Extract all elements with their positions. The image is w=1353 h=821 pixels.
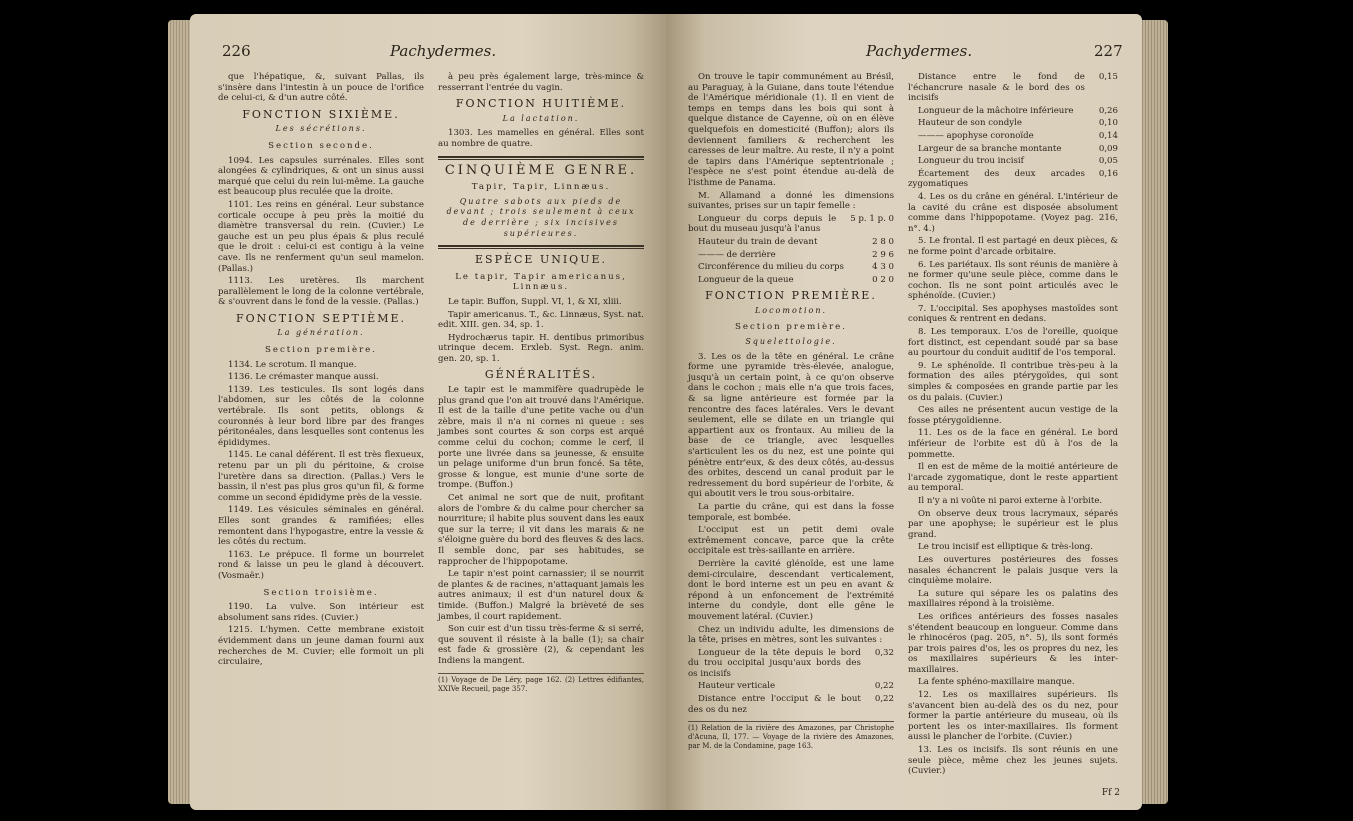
measurement-row xyxy=(908,169,1118,190)
paragraph: Hydrochærus tapir. H. dentibus primoribus utrinque decem. Erxleb. Syst. Regn. anim. gen. 20, sp. 1. xyxy=(438,332,644,364)
right-column-1 xyxy=(688,72,894,751)
right-column-2 xyxy=(908,72,1118,779)
right-page xyxy=(666,14,1142,810)
paragraph: Le trou incisif est elliptique & très-long. xyxy=(918,542,1094,553)
measurement-label: Distance entre le fond de l'échancrure nasale & le bord des os incisifs xyxy=(908,72,1085,104)
measurement-row xyxy=(908,156,1118,167)
paragraph: Chez un individu adulte, les dimensions de la tête, prises en mètres, sont les suivantes : xyxy=(688,624,894,646)
measurement-row xyxy=(688,214,894,235)
paragraph: 6. Les pariétaux. Ils sont réunis de manière à ne former qu'une seule pièce, comme dans le cochon. Ils ne sont point articulés avec le sphénoïde. (Cuvier.) xyxy=(908,259,1118,302)
left-page-number: 226 xyxy=(222,42,251,60)
footnote: (1) Voyage de De Léry, page 162. (2) Lettres édifiantes, XXIVe Recueil, page 357. xyxy=(438,673,644,694)
measurement-row xyxy=(688,250,894,261)
measurement-row xyxy=(688,237,894,248)
measurement-value: 0,10 xyxy=(1098,118,1118,129)
paragraph: Ces ailes ne présentent aucun vestige de la fosse ptérygoïdienne. xyxy=(908,405,1118,426)
paragraph: M. Allamand a donné les dimensions suivantes, prises sur un tapir femelle : xyxy=(688,190,894,212)
paragraph: 1215. L'hymen. Cette membrane existoit évidemment dans un jeune daman fourni aux recherches de M. Cuvier; elle formoit un pli circulaire, xyxy=(218,625,424,668)
paragraph: On observe deux trous lacrymaux, séparés par une apophyse; le supérieur est le plus grand. xyxy=(908,508,1118,540)
right-page-number: 227 xyxy=(1094,42,1123,60)
measurement-row xyxy=(908,118,1118,129)
section-heading: Section troisième. xyxy=(263,587,379,598)
paragraph: 1136. Le crémaster manque aussi. xyxy=(228,372,379,383)
paragraph: Le tapir. Buffon, Suppl. VI, 1, & XI, xliii. xyxy=(448,296,622,307)
subheading: Squelettologie. xyxy=(745,337,837,347)
subheading: La lactation. xyxy=(502,113,580,123)
paragraph: 1101. Les reins en général. Leur substance corticale occupe à peu près la moitié du diamètre transversal du rein. (Cuvier.) Le gauche est un peu plus épais & plus reculé que le droit : celui-ci est contigu à la veine cave. Ils ne renferment qu'un seul mamelon. (Pallas.) xyxy=(218,199,424,274)
signature-mark: Ff 2 xyxy=(1101,788,1120,798)
paragraph: 4. Les os du crâne en général. L'intérieur de la cavité du crâne est disposée absolument comme dans l'hippopotame. (Voyez pag. 216, n°. 4.) xyxy=(908,191,1118,234)
measurement-value: 0,26 xyxy=(1098,105,1118,116)
measurement-value: 0,15 xyxy=(1098,72,1118,82)
measurement-label: Longueur de la mâchoire inférieure xyxy=(918,105,1074,116)
section-heading: Section première. xyxy=(734,322,848,333)
paragraph: Il en est de même de la moitié antérieure de l'arcade zygomatique, dont le reste appartient au temporal. xyxy=(908,462,1118,494)
measurement-value: 0,05 xyxy=(1098,156,1118,167)
subheading: Les sécrétions. xyxy=(275,124,367,134)
function-heading: FONCTION SEPTIÈME. xyxy=(236,311,406,325)
measurement-label: Hauteur de son condyle xyxy=(918,118,1022,129)
paragraph: Les orifices antérieurs des fosses nasales s'étendent beaucoup en longueur. Comme dans le rhinocéros (pag. 205, n°. 5), ils sont formés par trois paires d'os, les os propres du nez, les os maxillaires supérieurs & les inter-maxillaires. xyxy=(908,611,1118,675)
paragraph: 1134. Le scrotum. Il manque. xyxy=(228,359,357,370)
paragraph: L'occiput est un petit demi ovale extrêmement concave, parce que la crête occipitale est très-saillante en arrière. xyxy=(688,525,894,557)
paragraph: Le tapir est le mammifère quadrupède le plus grand que l'on ait trouvé dans l'Amérique. Il est de la taille d'une petite vache ou d'un zèbre, mais il n'a ni cornes ni queue : ses jambes sont courtes & son corps est arqué comme celui du cochon; comme le cerf, il porte une livrée dans sa jeunesse, & ensuite un pelage uniforme d'un brun foncé. Sa tête, grosse & longue, est munie d'une sorte de trompe. (Buffon.) xyxy=(438,385,644,491)
measurement-value: 4 3 0 xyxy=(872,262,894,273)
paragraph: 1145. Le canal déférent. Il est très flexueux, retenu par un pli du péritoine, & croise l'uretère dans sa direction. (Pallas.) Vers le bassin, il n'est pas plus gros qu'un fil, & forme comme un second épididyme près de la vessie. xyxy=(218,450,424,503)
subheading: La génération. xyxy=(277,328,365,338)
paragraph: que l'hépatique, &, suivant Pallas, ils s'insère dans l'intestin à un pouce de l'orifice de celui-ci, & d'un autre côté. xyxy=(218,72,424,104)
left-page-edges xyxy=(168,20,192,804)
measurement-row xyxy=(908,131,1118,142)
paragraph: 1149. Les vésicules séminales en général. Elles sont grandes & ramifiées; elles remontent dans l'hypogastre, entre la vessie & les côtés du rectum. xyxy=(218,505,424,548)
measurement-row xyxy=(908,144,1118,155)
subheading: Quatre sabots aux pieds de devant ; trois seulement à ceux de derrière ; six incisives supérieures. xyxy=(446,196,636,238)
section-heading: Section première. xyxy=(264,345,378,356)
paragraph: 7. L'occipital. Ses apophyses mastoïdes sont coniques & rentrent en dedans. xyxy=(908,303,1118,325)
measurement-label: Écartement des deux arcades zygomatiques xyxy=(908,168,1085,190)
function-heading: FONCTION PREMIÈRE. xyxy=(705,289,877,303)
measurement-value: 0,16 xyxy=(1098,168,1118,179)
section-rule xyxy=(438,156,644,160)
measurement-row xyxy=(688,694,894,715)
measurement-value: 2 9 6 xyxy=(872,249,894,260)
measurement-label: Largeur de sa branche montante xyxy=(918,143,1062,154)
paragraph: 5. Le frontal. Il est partagé en deux pièces, & ne forme point d'arcade orbitaire. xyxy=(908,236,1118,257)
paragraph: 1190. La vulve. Son intérieur est absolument sans rides. (Cuvier.) xyxy=(218,602,424,623)
paragraph: On trouve le tapir communément au Brésil, au Paraguay, à la Guiane, dans toute l'étendue de l'Amérique méridionale (1). Il en vient de temps en temps dans les bois qui sont à quelque distance de Cayenne, où on en élève quelquefois en domesticité (Buffon); alors ils deviennent familiers & recherchent les caresses de leur maître. Au reste, il n'y a point de tapirs dans l'Amérique septentrionale ; l'espèce ne s'est point étendue au-delà de l'isthme de Panama. xyxy=(688,72,894,188)
measurement-value: 2 8 0 xyxy=(872,236,894,247)
left-running-head: Pachydermes. xyxy=(390,42,497,60)
paragraph: 1163. Le prépuce. Il forme un bourrelet rond & laisse un peu le gland à découvert. (Vosmaër.) xyxy=(218,549,424,581)
paragraph: 1139. Les testicules. Ils sont logés dans l'abdomen, sur les côtés de la colonne vertébrale. Ils sont petits, oblongs & couronnés à leur bord libre par des franges péritonéales, dans lesquelles sont contenus les épididymes. xyxy=(218,384,424,448)
measurement-row xyxy=(688,275,894,286)
paragraph: 9. Le sphénoïde. Il contribue très-peu à la formation des ailes ptérygoïdes, qui sont simples & composées en grande partie par les os du palais. (Cuvier.) xyxy=(908,360,1118,403)
paragraph: 12. Les os maxillaires supérieurs. Ils s'avancent bien au-delà des os du nez, pour former la partie antérieure du museau, où ils portent les os inter-maxillaires. Ils forment aussi le plancher de l'orbite. (Cuvier.) xyxy=(908,690,1118,743)
paragraph: La fente sphéno-maxillaire manque. xyxy=(918,677,1075,688)
genre-heading: CINQUIÈME GENRE. xyxy=(444,162,638,178)
measurement-label: Hauteur du train de devant xyxy=(698,236,818,247)
measurement-label: Circonférence du milieu du corps xyxy=(698,262,844,273)
paragraph: La partie du crâne, qui est dans la fosse temporale, est bombée. xyxy=(688,501,894,523)
measurement-value: 0 2 0 xyxy=(872,274,894,285)
right-page-edges xyxy=(1140,20,1168,804)
right-running-head: Pachydermes. xyxy=(866,42,973,60)
function-heading: GÉNÉRALITÉS. xyxy=(484,368,598,382)
paragraph: Son cuir est d'un tissu très-ferme & si serré, que souvent il résiste à la balle (1); sa chair est fade & grossière (2), & cependant les Indiens la mangent. xyxy=(438,624,644,666)
left-page xyxy=(190,14,666,810)
measurement-row xyxy=(688,681,894,692)
paragraph: Cet animal ne sort que de nuit, profitant alors de l'ombre & du calme pour chercher sa nourriture; il habite plus souvent dans les eaux que sur la terre; il vit dans les marais & ne s'éloigne guère du bord des fleuves & des lacs. Il semble donc, par ses habitudes, se rapprocher de l'hippopotame. xyxy=(438,493,644,567)
paragraph: Tapir americanus. T., &c. Linnæus, Syst. nat. edit. XIII. gen. 34, sp. 1. xyxy=(438,309,644,331)
paragraph: 1303. Les mamelles en général. Elles sont au nombre de quatre. xyxy=(438,128,644,149)
measurement-row xyxy=(688,648,894,680)
measurement-value: 0,09 xyxy=(1098,143,1118,154)
function-heading: FONCTION SIXIÈME. xyxy=(242,107,400,121)
paragraph: Les ouvertures postérieures des fosses nasales échancrent le palais jusque vers la cinquième molaire. xyxy=(908,554,1118,587)
measurement-value: 0,32 xyxy=(874,647,894,658)
measurement-value: 0,14 xyxy=(1098,130,1118,141)
measurement-label: Distance entre l'occiput & le bout des os du nez xyxy=(688,694,861,715)
paragraph: Il n'y a ni voûte ni paroi externe à l'orbite. xyxy=(918,495,1103,506)
section-heading: Tapir, Tapir, Linnæus. xyxy=(471,182,611,193)
function-heading: FONCTION HUITIÈME. xyxy=(455,97,627,111)
paragraph: 3. Les os de la tête en général. Le crâne forme une pyramide très-élevée, analogue, jusqu'à un certain point, à ce qu'on observe dans le cochon ; mais elle n'a que trois faces, & sa ligne antérieure est formée par la rencontre des faces latérales. Vers le devant seulement, elle se dilate en un triangle qui appartient aux os frontaux. Au milieu de la base de ce triangle, avec lesquelles s'articulent les os du nez, est une pointe qui pénètre entr'eux, & des deux côtés, au-dessus des orbites, descend un canal produit par le redressement du bord supérieur de l'orbite, & qui aboutit vers le trou sous-orbitaire. xyxy=(688,351,894,500)
paragraph: 1113. Les uretères. Ils marchent parallèlement le long de la colonne vertébrale, & s'ouvrent dans le fond de la vessie. (Pallas.) xyxy=(218,276,424,308)
left-column-2 xyxy=(438,72,644,694)
measurement-row xyxy=(908,106,1118,117)
measurement-label: ——— apophyse coronoïde xyxy=(918,130,1034,141)
measurement-label: Longueur de la queue xyxy=(698,274,794,285)
measurement-value: 5 p. 1 p. 0 xyxy=(850,213,894,224)
function-heading: ESPÈCE UNIQUE. xyxy=(475,253,607,267)
subheading: Locomotion. xyxy=(754,305,828,315)
paragraph: 13. Les os incisifs. Ils sont réunis en une seule pièce, même chez les jeunes sujets. (Cuvier.) xyxy=(908,745,1118,777)
left-column-1 xyxy=(218,72,424,670)
measurement-label: Longueur du trou incisif xyxy=(918,156,1024,167)
measurement-value: 0,22 xyxy=(874,694,894,705)
footnote: (1) Relation de la rivière des Amazones, par Christophe d'Acuna, II, 177. — Voyage de la rivière des Amazones, par M. de la Condamine, page 163. xyxy=(688,721,894,751)
measurement-label: Hauteur verticale xyxy=(698,681,776,692)
paragraph: 1094. Les capsules surrénales. Elles sont alongées & cylindriques, & ont un sinus aussi marqué que celui du rein lui-même. La gauche est beaucoup plus reculée que la droite. xyxy=(218,155,424,198)
measurement-label: Longueur du corps depuis le bout du museau jusqu'à l'anus xyxy=(688,213,837,235)
paragraph: à peu près également large, très-mince & resserrant l'entrée du vagin. xyxy=(438,72,644,93)
paragraph: Derrière la cavité glénoïde, est une lame demi-circulaire, descendant verticalement, dont le bord interne est un peu en avant & répond à un enfoncement de l'extrémité interne du condyle, dont elle gêne le mouvement latéral. (Cuvier.) xyxy=(688,558,894,622)
section-rule xyxy=(438,245,644,249)
paragraph: 11. Les os de la face en général. Le bord inférieur de l'orbite est dû à l'os de la pommette. xyxy=(908,428,1118,460)
section-heading: Section seconde. xyxy=(268,140,374,151)
measurement-value: 0,22 xyxy=(874,681,894,692)
measurement-label: ——— de derrière xyxy=(698,249,776,260)
measurement-label: Longueur de la tête depuis le bord du trou occipital jusqu'aux bords des os incisifs xyxy=(688,647,861,679)
paragraph: La suture qui sépare les os palatins des maxillaires répond à la troisième. xyxy=(908,588,1118,610)
measurement-row xyxy=(908,72,1118,104)
section-heading: Le tapir, Tapir americanus, Linnæus. xyxy=(455,271,627,293)
paragraph: Le tapir n'est point carnassier; il se nourrit de plantes & de racines, n'attaquant jamais les autres animaux; il est d'un naturel doux & timide. (Buffon.) Malgré la brièveté de ses jambes, il court rapidement. xyxy=(438,569,644,622)
measurement-row xyxy=(688,262,894,273)
paragraph: 8. Les temporaux. L'os de l'oreille, quoique fort distinct, est cependant soudé par sa base au pourtour du conduit auditif de l'os temporal. xyxy=(908,327,1118,359)
